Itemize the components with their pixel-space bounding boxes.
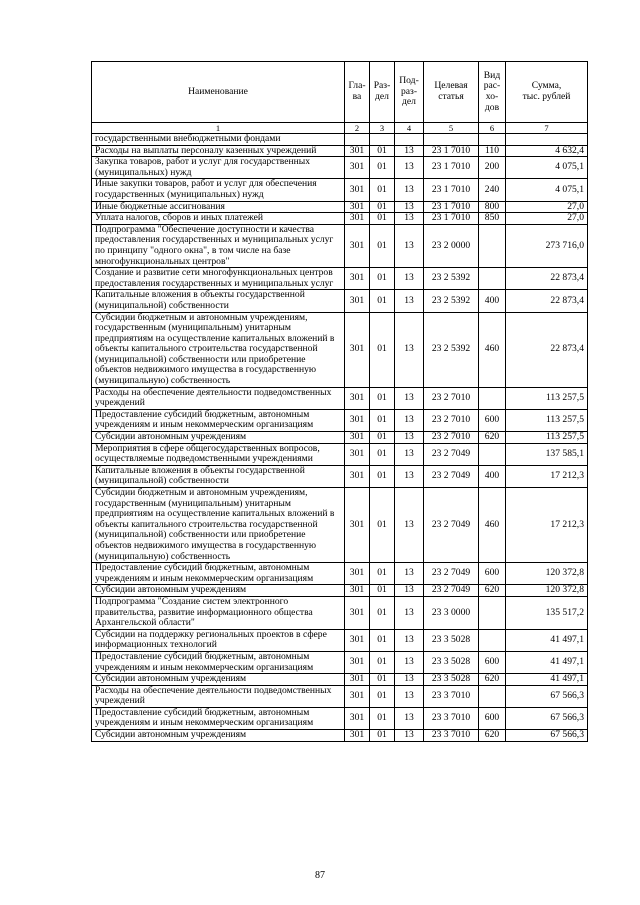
row-razdel-cell: 01	[370, 596, 395, 629]
row-target-cell: 23 1 7010	[424, 201, 479, 213]
row-vid-cell: 800	[479, 201, 506, 213]
row-name-cell: Расходы на обеспечение деятельности подведомственных учреждений	[92, 685, 345, 707]
row-glava-cell: 301	[345, 432, 370, 444]
table-row	[92, 585, 588, 597]
row-vid-cell: 600	[479, 651, 506, 673]
row-name-cell: Расходы на выплаты персоналу казенных учреждений	[92, 145, 345, 157]
row-vid-cell	[479, 268, 506, 290]
row-podrazdel-cell: 13	[395, 730, 424, 742]
row-target-cell: 23 1 7010	[424, 157, 479, 179]
table-row	[92, 651, 588, 673]
row-name-cell: Капитальные вложения в объекты государственной (муниципальной) собственности	[92, 290, 345, 312]
row-target-cell: 23 3 0000	[424, 596, 479, 629]
row-glava-cell: 301	[345, 224, 370, 267]
row-target-cell: 23 2 7010	[424, 432, 479, 444]
row-glava-cell: 301	[345, 179, 370, 201]
row-razdel-cell: 01	[370, 563, 395, 585]
row-name-cell: Предоставление субсидий бюджетным, автономным учреждениям и иным некоммерческим организациям	[92, 651, 345, 673]
row-podrazdel-cell: 13	[395, 387, 424, 409]
budget-table	[91, 61, 588, 742]
column-number: 4	[395, 123, 424, 134]
table-row	[92, 201, 588, 213]
row-glava-cell: 301	[345, 387, 370, 409]
row-sum-cell: 22 873,4	[506, 268, 588, 290]
row-name-cell: Субсидии автономным учреждениям	[92, 432, 345, 444]
column-number: 1	[92, 123, 345, 134]
table-row	[92, 685, 588, 707]
row-glava-cell: 301	[345, 730, 370, 742]
row-glava-cell: 301	[345, 465, 370, 487]
row-target-cell: 23 2 7049	[424, 443, 479, 465]
row-razdel-cell: 01	[370, 674, 395, 686]
row-name-cell: Закупка товаров, работ и услуг для государственных (муниципальных) нужд	[92, 157, 345, 179]
row-razdel-cell: 01	[370, 387, 395, 409]
row-target-cell: 23 2 5392	[424, 312, 479, 387]
row-razdel-cell: 01	[370, 443, 395, 465]
row-name-cell: Капитальные вложения в объекты государственной (муниципальной) собственности	[92, 465, 345, 487]
table-row	[92, 145, 588, 157]
row-razdel-cell: 01	[370, 465, 395, 487]
column-number: 2	[345, 123, 370, 134]
row-vid-cell: 460	[479, 312, 506, 387]
table-row	[92, 730, 588, 742]
row-podrazdel-cell: 13	[395, 224, 424, 267]
row-podrazdel-cell: 13	[395, 651, 424, 673]
row-sum-cell: 120 372,8	[506, 563, 588, 585]
row-sum-cell: 67 566,3	[506, 707, 588, 729]
row-target-cell: 23 2 7049	[424, 488, 479, 563]
row-razdel-cell: 01	[370, 707, 395, 729]
row-name-cell: Субсидии автономным учреждениям	[92, 674, 345, 686]
header-row	[92, 62, 588, 123]
row-sum-cell: 22 873,4	[506, 290, 588, 312]
row-glava-cell: 301	[345, 651, 370, 673]
row-sum-cell: 137 585,1	[506, 443, 588, 465]
row-razdel-cell: 01	[370, 290, 395, 312]
row-podrazdel-cell: 13	[395, 707, 424, 729]
row-podrazdel-cell: 13	[395, 201, 424, 213]
row-razdel-cell: 01	[370, 224, 395, 267]
row-target-cell: 23 1 7010	[424, 145, 479, 157]
row-name-cell: Расходы на обеспечение деятельности подведомственных учреждений	[92, 387, 345, 409]
row-glava-cell: 301	[345, 145, 370, 157]
row-razdel-cell: 01	[370, 179, 395, 201]
row-vid-cell: 460	[479, 488, 506, 563]
row-glava-cell: 301	[345, 685, 370, 707]
row-podrazdel-cell: 13	[395, 629, 424, 651]
row-sum-cell: 41 497,1	[506, 629, 588, 651]
row-name-cell: Субсидии бюджетным и автономным учреждениям, государственным (муниципальным) унитарным предприятиям на осуществление капитальных вложений в объекты капитального строительства государственной (муниципальной) собственности или приобретение объектов недвижимого имущества в государственную (муниципальную) собственность	[92, 488, 345, 563]
table-row	[92, 290, 588, 312]
header-sum: Сумма, тыс. рублей	[506, 62, 588, 123]
row-glava-cell	[345, 134, 370, 146]
row-vid-cell	[479, 596, 506, 629]
row-podrazdel-cell: 13	[395, 488, 424, 563]
row-vid-cell	[479, 387, 506, 409]
row-podrazdel-cell: 13	[395, 213, 424, 225]
row-name-cell: Мероприятия в сфере общегосударственных вопросов, осуществляемые подведомственными учреждениями	[92, 443, 345, 465]
row-podrazdel-cell: 13	[395, 443, 424, 465]
table-row	[92, 488, 588, 563]
table-row	[92, 432, 588, 444]
row-razdel-cell: 01	[370, 157, 395, 179]
row-glava-cell: 301	[345, 674, 370, 686]
row-vid-cell	[479, 685, 506, 707]
table-row	[92, 707, 588, 729]
row-glava-cell: 301	[345, 201, 370, 213]
row-name-cell: Предоставление субсидий бюджетным, автономным учреждениям и иным некоммерческим организациям	[92, 563, 345, 585]
row-vid-cell	[479, 134, 506, 146]
row-razdel-cell: 01	[370, 432, 395, 444]
header-name: Наименование	[92, 62, 345, 123]
row-sum-cell: 113 257,5	[506, 409, 588, 431]
row-podrazdel-cell: 13	[395, 409, 424, 431]
row-podrazdel-cell: 13	[395, 179, 424, 201]
row-target-cell: 23 1 7010	[424, 179, 479, 201]
row-glava-cell: 301	[345, 290, 370, 312]
row-razdel-cell: 01	[370, 145, 395, 157]
header-podrazdel: Под- раз- дел	[395, 62, 424, 123]
table-row	[92, 312, 588, 387]
page-number: 87	[315, 870, 325, 881]
row-vid-cell: 600	[479, 563, 506, 585]
row-target-cell: 23 2 7010	[424, 409, 479, 431]
row-glava-cell: 301	[345, 443, 370, 465]
row-target-cell: 23 2 5392	[424, 290, 479, 312]
row-glava-cell: 301	[345, 563, 370, 585]
row-glava-cell: 301	[345, 707, 370, 729]
row-razdel-cell: 01	[370, 312, 395, 387]
row-name-cell: Субсидии бюджетным и автономным учреждениям, государственным (муниципальным) унитарным предприятиям на осуществление капитальных вложений в объекты капитального строительства государственной (муниципальной) собственности или приобретение объектов недвижимого имущества в государственную (муниципальную) собственность	[92, 312, 345, 387]
row-sum-cell: 22 873,4	[506, 312, 588, 387]
row-vid-cell: 200	[479, 157, 506, 179]
row-razdel-cell	[370, 134, 395, 146]
row-razdel-cell: 01	[370, 268, 395, 290]
row-sum-cell: 27,0	[506, 213, 588, 225]
row-sum-cell: 67 566,3	[506, 685, 588, 707]
row-vid-cell	[479, 443, 506, 465]
row-glava-cell: 301	[345, 585, 370, 597]
table-row	[92, 179, 588, 201]
row-podrazdel-cell: 13	[395, 145, 424, 157]
row-target-cell: 23 2 7049	[424, 563, 479, 585]
column-number: 6	[479, 123, 506, 134]
row-name-cell: Подпрограмма "Создание систем электронного правительства, развитие информационного общества Архангельской области"	[92, 596, 345, 629]
row-podrazdel-cell: 13	[395, 312, 424, 387]
row-name-cell: Предоставление субсидий бюджетным, автономным учреждениям и иным некоммерческим организациям	[92, 707, 345, 729]
row-target-cell: 23 3 5028	[424, 674, 479, 686]
header-target: Целевая статья	[424, 62, 479, 123]
row-target-cell: 23 3 7010	[424, 707, 479, 729]
row-vid-cell: 400	[479, 290, 506, 312]
row-glava-cell: 301	[345, 629, 370, 651]
row-sum-cell	[506, 134, 588, 146]
table-row	[92, 596, 588, 629]
row-razdel-cell: 01	[370, 201, 395, 213]
row-target-cell: 23 1 7010	[424, 213, 479, 225]
row-razdel-cell: 01	[370, 585, 395, 597]
row-vid-cell: 850	[479, 213, 506, 225]
table-row	[92, 224, 588, 267]
table-row	[92, 563, 588, 585]
row-podrazdel-cell: 13	[395, 157, 424, 179]
table-row	[92, 213, 588, 225]
row-name-cell: Уплата налогов, сборов и иных платежей	[92, 213, 345, 225]
row-glava-cell: 301	[345, 268, 370, 290]
row-sum-cell: 67 566,3	[506, 730, 588, 742]
row-razdel-cell: 01	[370, 213, 395, 225]
row-podrazdel-cell: 13	[395, 268, 424, 290]
row-target-cell	[424, 134, 479, 146]
row-glava-cell: 301	[345, 312, 370, 387]
row-glava-cell: 301	[345, 157, 370, 179]
row-sum-cell: 135 517,2	[506, 596, 588, 629]
row-sum-cell: 41 497,1	[506, 674, 588, 686]
row-target-cell: 23 3 5028	[424, 651, 479, 673]
row-name-cell: Предоставление субсидий бюджетным, автономным учреждениям и иным некоммерческим организациям	[92, 409, 345, 431]
row-vid-cell: 620	[479, 432, 506, 444]
row-target-cell: 23 2 5392	[424, 268, 479, 290]
row-podrazdel-cell: 13	[395, 465, 424, 487]
table-row	[92, 629, 588, 651]
row-razdel-cell: 01	[370, 651, 395, 673]
table-row	[92, 409, 588, 431]
row-name-cell: государственными внебюджетными фондами	[92, 134, 345, 146]
row-razdel-cell: 01	[370, 629, 395, 651]
row-glava-cell: 301	[345, 596, 370, 629]
row-sum-cell: 41 497,1	[506, 651, 588, 673]
row-razdel-cell: 01	[370, 685, 395, 707]
row-glava-cell: 301	[345, 213, 370, 225]
row-podrazdel-cell: 13	[395, 290, 424, 312]
row-sum-cell: 4 075,1	[506, 179, 588, 201]
table-row	[92, 268, 588, 290]
row-razdel-cell: 01	[370, 488, 395, 563]
row-glava-cell: 301	[345, 409, 370, 431]
row-target-cell: 23 3 7010	[424, 730, 479, 742]
row-name-cell: Субсидии автономным учреждениям	[92, 730, 345, 742]
row-sum-cell: 17 212,3	[506, 465, 588, 487]
row-vid-cell: 240	[479, 179, 506, 201]
table-row	[92, 465, 588, 487]
row-target-cell: 23 3 5028	[424, 629, 479, 651]
row-glava-cell: 301	[345, 488, 370, 563]
row-name-cell: Подпрограмма "Обеспечение доступности и качества предоставления государственных и муниципальных услуг по принципу "одного окна", в том числе на базе многофункциональных центров"	[92, 224, 345, 267]
row-sum-cell: 17 212,3	[506, 488, 588, 563]
column-number: 3	[370, 123, 395, 134]
row-vid-cell: 620	[479, 730, 506, 742]
row-vid-cell	[479, 224, 506, 267]
table-row	[92, 134, 588, 146]
table-row	[92, 674, 588, 686]
row-vid-cell: 110	[479, 145, 506, 157]
row-sum-cell: 4 075,1	[506, 157, 588, 179]
row-podrazdel-cell: 13	[395, 585, 424, 597]
row-podrazdel-cell: 13	[395, 674, 424, 686]
row-name-cell: Иные закупки товаров, работ и услуг для обеспечения государственных (муниципальных) нужд	[92, 179, 345, 201]
row-sum-cell: 113 257,5	[506, 432, 588, 444]
row-name-cell: Субсидии автономным учреждениям	[92, 585, 345, 597]
row-sum-cell: 120 372,8	[506, 585, 588, 597]
row-sum-cell: 27,0	[506, 201, 588, 213]
row-podrazdel-cell: 13	[395, 432, 424, 444]
header-vid: Вид рас- хо- дов	[479, 62, 506, 123]
row-vid-cell	[479, 629, 506, 651]
row-target-cell: 23 2 0000	[424, 224, 479, 267]
budget-table-container	[91, 61, 587, 742]
table-row	[92, 443, 588, 465]
row-name-cell: Иные бюджетные ассигнования	[92, 201, 345, 213]
column-number-row	[92, 123, 588, 134]
row-vid-cell: 620	[479, 674, 506, 686]
row-vid-cell: 600	[479, 707, 506, 729]
row-name-cell: Создание и развитие сети многофункциональных центров предоставления государственных и муниципальных услуг	[92, 268, 345, 290]
row-razdel-cell: 01	[370, 730, 395, 742]
row-podrazdel-cell: 13	[395, 596, 424, 629]
header-glava: Гла- ва	[345, 62, 370, 123]
header-razdel: Раз- дел	[370, 62, 395, 123]
row-podrazdel-cell: 13	[395, 685, 424, 707]
row-podrazdel-cell	[395, 134, 424, 146]
row-target-cell: 23 2 7049	[424, 585, 479, 597]
column-number: 7	[506, 123, 588, 134]
row-sum-cell: 273 716,0	[506, 224, 588, 267]
row-sum-cell: 113 257,5	[506, 387, 588, 409]
row-target-cell: 23 3 7010	[424, 685, 479, 707]
row-target-cell: 23 2 7010	[424, 387, 479, 409]
row-vid-cell: 600	[479, 409, 506, 431]
row-vid-cell: 400	[479, 465, 506, 487]
table-row	[92, 387, 588, 409]
column-number: 5	[424, 123, 479, 134]
row-podrazdel-cell: 13	[395, 563, 424, 585]
row-sum-cell: 4 632,4	[506, 145, 588, 157]
row-vid-cell: 620	[479, 585, 506, 597]
table-row	[92, 157, 588, 179]
row-target-cell: 23 2 7049	[424, 465, 479, 487]
row-name-cell: Субсидии на поддержку региональных проектов в сфере информационных технологий	[92, 629, 345, 651]
row-razdel-cell: 01	[370, 409, 395, 431]
